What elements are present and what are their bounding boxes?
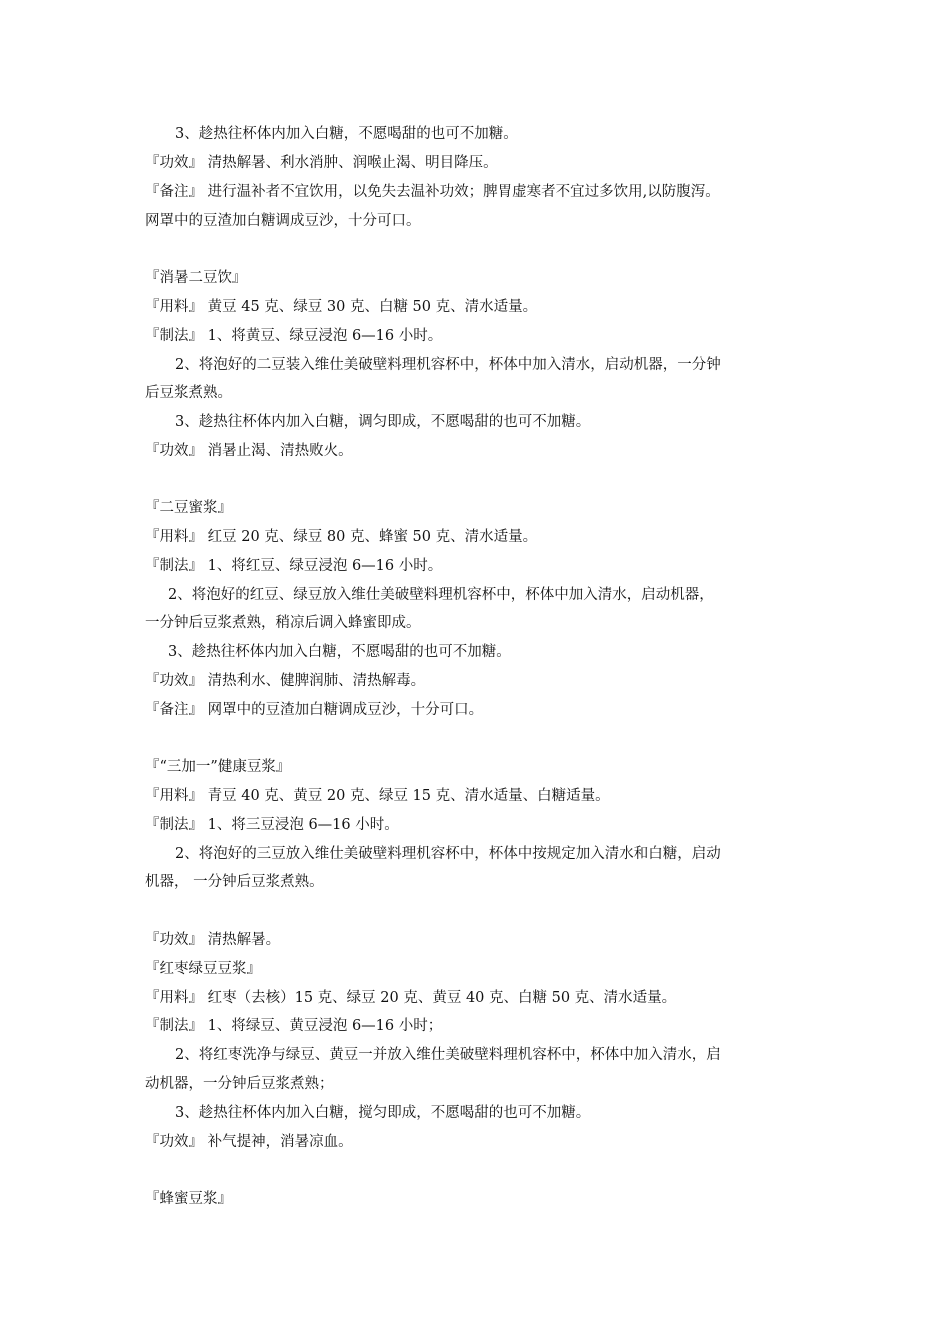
text-line: 2、将泡好的二豆装入维仕美破壁料理机容杯中，杯体中加入清水，启动机器，一分钟	[175, 357, 721, 373]
text-line: 机器， 一分钟后豆浆煮熟。	[145, 874, 324, 890]
text-line: 『制法』 1、将黄豆、绿豆浸泡 6—16 小时。	[145, 328, 443, 344]
recipe-title: 『红枣绿豆豆浆』	[145, 961, 261, 977]
text-line: 3、趁热往杯体内加入白糖，不愿喝甜的也可不加糖。	[175, 126, 518, 142]
text-line: 『制法』 1、将红豆、绿豆浸泡 6—16 小时。	[145, 558, 443, 574]
text-line: 『功效』 清热解暑、利水消肿、润喉止渴、明目降压。	[145, 155, 498, 171]
text-line: 『备注』 网罩中的豆渣加白糖调成豆沙，十分可口。	[145, 702, 484, 718]
text-line: 『制法』 1、将绿豆、黄豆浸泡 6—16 小时；	[145, 1018, 443, 1034]
text-line: 一分钟后豆浆煮熟，稍凉后调入蜂蜜即成。	[145, 615, 421, 631]
text-line: 网罩中的豆渣加白糖调成豆沙，十分可口。	[145, 213, 421, 229]
text-line: 3、趁热往杯体内加入白糖，调匀即成，不愿喝甜的也可不加糖。	[175, 414, 591, 430]
text-line: 『功效』 清热解暑。	[145, 932, 281, 948]
text-line: 3、趁热往杯体内加入白糖，搅匀即成，不愿喝甜的也可不加糖。	[175, 1105, 591, 1121]
text-line: 『功效』 清热利水、健脾润肺、清热解毒。	[145, 673, 426, 689]
text-line: 『备注』 进行温补者不宜饮用，以免失去温补功效；脾胃虚寒者不宜过多饮用,以防腹泻。	[145, 184, 720, 200]
text-line: 3、趁热往杯体内加入白糖，不愿喝甜的也可不加糖。	[168, 644, 511, 660]
recipe-title: 『二豆蜜浆』	[145, 500, 232, 516]
text-line: 『功效』 消暑止渴、清热败火。	[145, 443, 353, 459]
text-line: 2、将泡好的红豆、绿豆放入维仕美破壁料理机容杯中，杯体中加入清水，启动机器，	[168, 587, 714, 603]
text-line: 2、将红枣洗净与绿豆、黄豆一并放入维仕美破壁料理机容杯中，杯体中加入清水，启	[175, 1047, 721, 1063]
text-line: 『用料』 红枣（去核）15 克、绿豆 20 克、黄豆 40 克、白糖 50 克、清水适量。	[145, 990, 677, 1006]
text-line: 『功效』 补气提神，消暑凉血。	[145, 1134, 353, 1150]
recipe-title: 『蜂蜜豆浆』	[145, 1191, 232, 1207]
recipe-title: 『消暑二豆饮』	[145, 270, 247, 286]
text-line: 『用料』 黄豆 45 克、绿豆 30 克、白糖 50 克、清水适量。	[145, 299, 538, 315]
text-line: 『用料』 红豆 20 克、绿豆 80 克、蜂蜜 50 克、清水适量。	[145, 529, 538, 545]
recipe-title: 『“三加一”健康豆浆』	[145, 759, 291, 775]
text-line: 后豆浆煮熟。	[145, 385, 232, 401]
text-line: 『制法』 1、将三豆浸泡 6—16 小时。	[145, 817, 399, 833]
text-line: 2、将泡好的三豆放入维仕美破壁料理机容杯中，杯体中按规定加入清水和白糖，启动	[175, 846, 721, 862]
text-line: 动机器，一分钟后豆浆煮熟；	[145, 1076, 334, 1092]
text-line: 『用料』 青豆 40 克、黄豆 20 克、绿豆 15 克、清水适量、白糖适量。	[145, 788, 610, 804]
